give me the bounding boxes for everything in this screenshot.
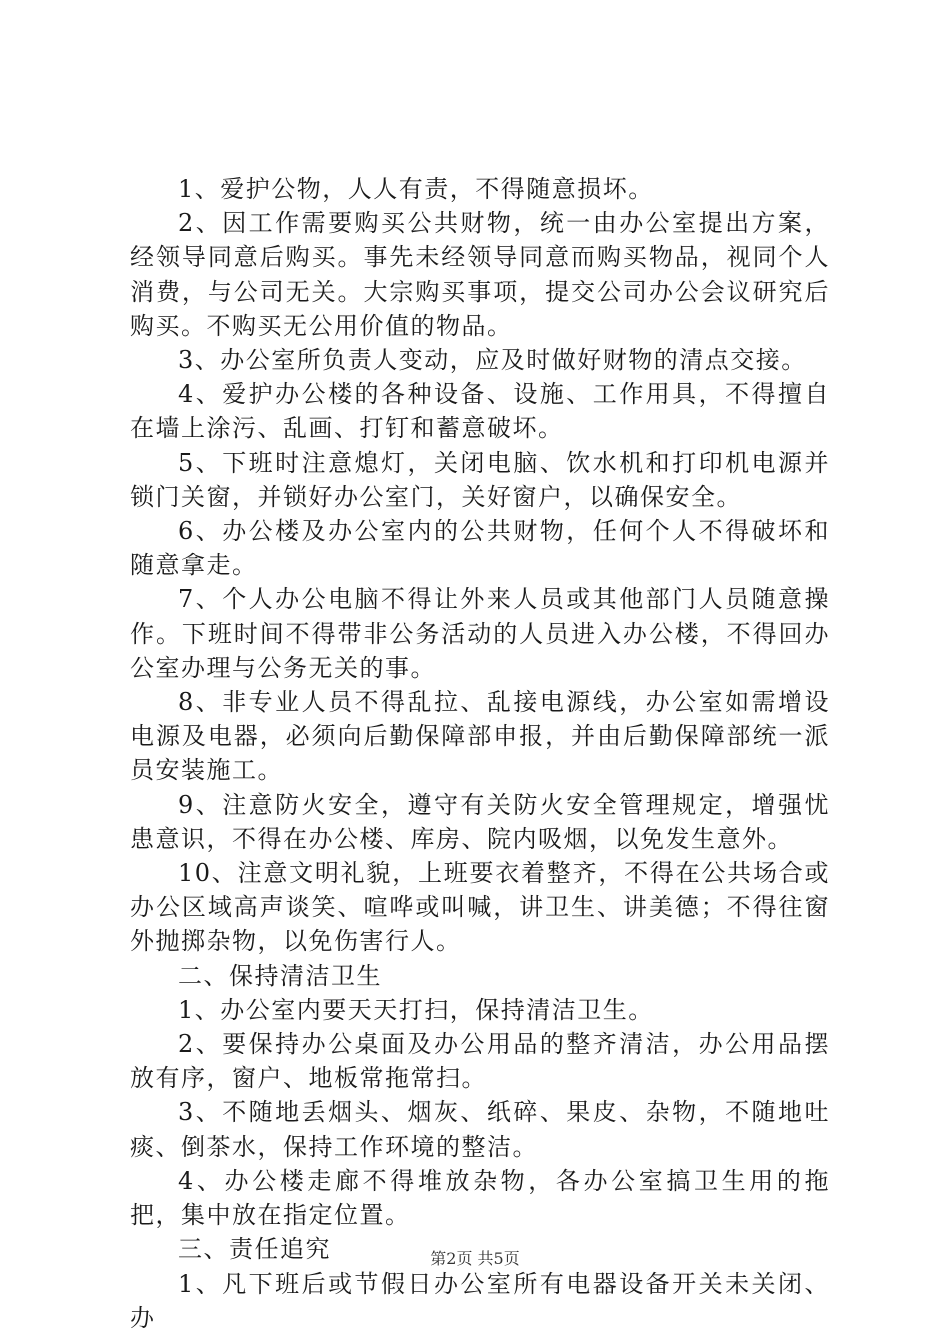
paragraph: 1、办公室内要天天打扫，保持清洁卫生。 — [178, 995, 654, 1024]
paragraph: 2、因工作需要购买公共财物，统一由办公室提出方案，经领导同意后购买。事先未经领导同意而购买物品，视同个人消费，与公司无关。大宗购买事项，提交公司办公会议研究后购买。不购买无公用价值的物品。 — [130, 209, 830, 340]
page-number: 第2页 共5页 — [430, 1249, 520, 1268]
paragraph: 3、不随地丢烟头、烟灰、纸碎、果皮、杂物，不随地吐痰、倒茶水，保持工作环境的整洁。 — [130, 1098, 830, 1161]
paragraph: 3、办公室所负责人变动，应及时做好财物的清点交接。 — [178, 346, 807, 375]
paragraph: 4、办公楼走廊不得堆放杂物，各办公室搞卫生用的拖把，集中放在指定位置。 — [130, 1166, 830, 1230]
section-heading: 二、保持清洁卫生 — [178, 961, 382, 990]
paragraph: 10、注意文明礼貌，上班要衣着整齐，不得在公共场合或办公区域高声谈笑、喧哗或叫喊，讲卫生、讲美德；不得往窗外抛掷杂物，以免伤害行人。 — [130, 859, 830, 956]
paragraph: 9、注意防火安全，遵守有关防火安全管理规定，增强忧患意识，不得在办公楼、库房、院内吸烟，以免发生意外。 — [130, 790, 830, 853]
paragraph: 1、凡下班后或节假日办公室所有电器设备开关未关闭、办 — [130, 1269, 830, 1332]
paragraph: 6、办公楼及办公室内的公共财物，任何个人不得破坏和随意拿走。 — [130, 517, 830, 580]
page-footer — [0, 1246, 950, 1269]
paragraph: 1、爱护公物，人人有责，不得随意损坏。 — [178, 175, 654, 203]
document-body — [130, 172, 830, 1335]
paragraph: 7、个人办公电脑不得让外来人员或其他部门人员随意操作。下班时间不得带非公务活动的人员进入办公楼，不得回办公室办理与公务无关的事。 — [130, 585, 830, 682]
paragraph: 5、下班时注意熄灯，关闭电脑、饮水机和打印机电源并锁门关窗，并锁好办公室门，关好窗户，以确保安全。 — [130, 448, 830, 511]
paragraph: 4、爱护办公楼的各种设备、设施、工作用具，不得擅自在墙上涂污、乱画、打钉和蓄意破坏。 — [130, 380, 830, 443]
paragraph: 2、要保持办公桌面及办公用品的整齐清洁，办公用品摆放有序，窗户、地板常拖常扫。 — [130, 1030, 830, 1093]
section-heading: 三、责任追究 — [178, 1235, 331, 1264]
paragraph: 8、非专业人员不得乱拉、乱接电源线，办公室如需增设电源及电器，必须向后勤保障部申报，并由后勤保障部统一派员安装施工。 — [130, 688, 830, 785]
